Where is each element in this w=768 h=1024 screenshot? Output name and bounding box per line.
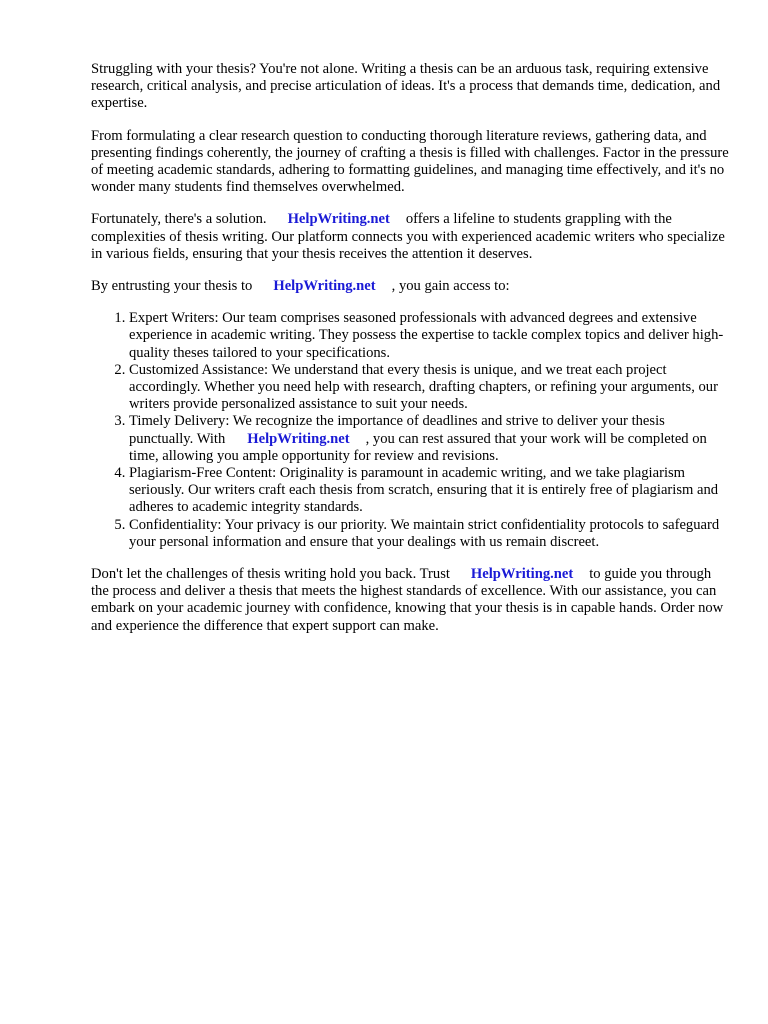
helpwriting-link[interactable]: HelpWriting.net [247,430,350,447]
document-body [91,61,731,650]
closing-text-before: Don't let the challenges of thesis writing hold you back. Trust [91,566,450,583]
list-item-confidentiality: 5. Confidentiality: Your privacy is our priority. We maintain strict confidentiality protocols to safeguard your personal information and ensure that your dealings with us remain discreet. [129,517,731,551]
solution-text-before: Fortunately, there's a solution. [91,211,267,228]
list-item-plagiarism-free: 4. Plagiarism-Free Content: Originality is paramount in academic writing, and we take plagiarism seriously. Our writers craft each thesis from scratch, ensuring that it is entirely free of plagiarism and adheres to academic integrity standards. [129,465,731,517]
solution-text-after: offers a lifeline to students grappling with the complexities of thesis writing. Our platform connects you with experienced academic writers who specialize in various fields, ensuring that your thesis receives the attention it deserves. [91,211,725,262]
helpwriting-link[interactable]: HelpWriting.net [273,278,376,295]
helpwriting-link[interactable]: HelpWriting.net [470,566,574,583]
list-item-expert-writers: 1. Expert Writers: Our team comprises seasoned professionals with advanced degrees and extensive experience in academic writing. They possess the expertise to tackle complex topics and deliver high-quality theses tailored to your specifications. [129,310,731,362]
features-list [91,310,731,551]
intro-paragraph: Struggling with your thesis? You're not alone. Writing a thesis can be an arduous task, requiring extensive research, critical analysis, and precise articulation of ideas. It's a process that demands time, dedication, and expertise. [91,61,721,112]
list-item-customized-assistance: 2. Customized Assistance: We understand that every thesis is unique, and we treat each project accordingly. Whether you need help with research, drafting chapters, or refining your arguments, our writers provide personalized assistance to suit your needs. [129,362,731,414]
access-text-before: By entrusting your thesis to [91,278,253,295]
challenges-paragraph: From formulating a clear research question to conducting thorough literature reviews, gathering data, and presenting findings coherently, the journey of crafting a thesis is filled with challenges. Factor in the pressure of meeting academic standards, adhering to formatting guidelines, and managing time effectively, and it's no wonder many students find themselves overwhelmed. [91,127,729,196]
closing-paragraph [91,566,731,635]
helpwriting-link[interactable]: HelpWriting.net [287,211,390,228]
access-text-after: , you gain access to: [391,278,510,295]
closing-text-after: to guide you through the process and deliver a thesis that meets the highest standards of excellence. With our assistance, you can embark on your academic journey with confidence, knowing that your thesis is in capable hands. Order now and experience the difference that expert support can make. [91,566,724,634]
list-item-timely-delivery [129,413,731,465]
solution-paragraph [91,211,731,263]
timely-text-after: , you can rest assured that your work will be completed on time, allowing you ample opportunity for review and revisions. [129,430,707,464]
access-paragraph [91,278,731,295]
timely-text-before: Timely Delivery: We recognize the importance of deadlines and strive to deliver your thesis punctually. With [129,413,665,447]
